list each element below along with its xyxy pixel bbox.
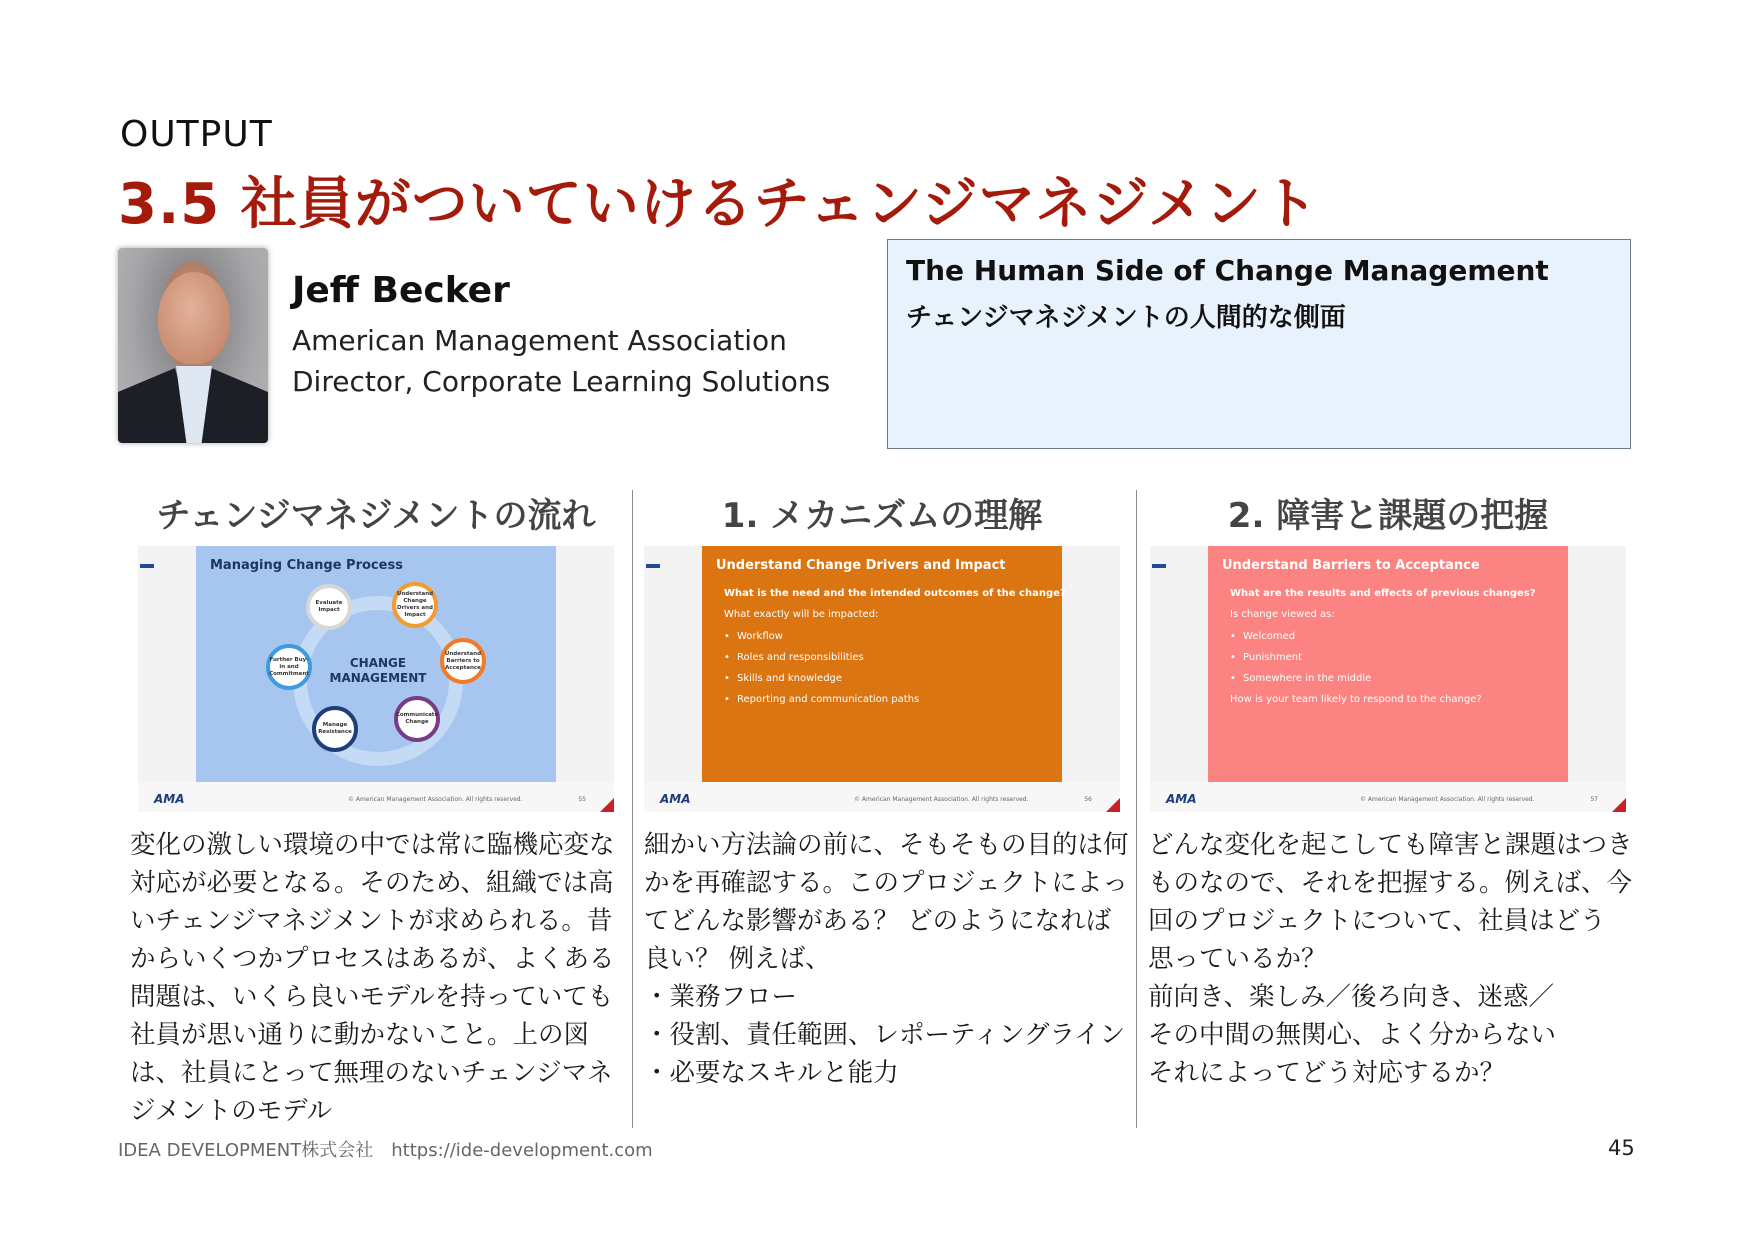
slide-footer — [138, 782, 614, 812]
slide-copyright: © American Management Association. All rights reserved. — [854, 796, 1029, 803]
slide-bullet: • Somewhere in the middle — [1230, 673, 1371, 684]
speaker-role: Director, Corporate Learning Solutions — [292, 365, 831, 398]
slide-number: 57 — [1590, 796, 1598, 803]
cycle-node: Manage Resistance — [312, 706, 358, 752]
column-body-text: 細かい方法論の前に、そもそもの目的は何 かを再確認する。このプロジェクトによっ てどんな影響がある？ どのようになれば 良い？ 例えば、 ・業務フロー ・役割、責任範囲、レポーティングライン ・必要なスキルと能力 — [644, 830, 1129, 1088]
cycle-node: Understand Barriers to Acceptance — [440, 638, 486, 684]
slide-lead: What exactly will be impacted: — [724, 609, 879, 620]
slide-bullet: • Welcomed — [1230, 631, 1295, 642]
column-body-text: どんな変化を起こしても障害と課題はつき ものなので、それを把握する。例えば、今 回のプロジェクトについて、社員はどう 思っているか？ 前向き、楽しみ／後ろ向き、迷惑／ その中間の無関心、よく分からない それによってどう対応するか？ — [1148, 830, 1633, 1088]
page-number: 45 — [1608, 1136, 1635, 1160]
column-heading-barriers: 2. 障害と課題の把握 — [1227, 496, 1549, 536]
column-divider — [1136, 490, 1137, 1128]
slide-question: What is the need and the intended outcomes of the change? — [724, 588, 1066, 599]
slide-number: 56 — [1084, 796, 1092, 803]
cycle-node: Further Buy-in and Commitment — [266, 644, 312, 690]
slide-corner-accent — [600, 798, 614, 812]
slide-lead: Is change viewed as: — [1230, 609, 1335, 620]
slide-title: Understand Barriers to Acceptance — [1222, 558, 1480, 573]
session-title-ja: チェンジマネジメントの人間的な側面 — [906, 303, 1346, 333]
ama-logo: AMA — [660, 792, 691, 806]
slide-title: Understand Change Drivers and Impact — [716, 558, 1006, 573]
slide-copyright: © American Management Association. All rights reserved. — [348, 796, 523, 803]
column-body-text: 変化の激しい環境の中では常に臨機応変な 対応が必要となる。そのため、組織では高 いチェンジマネジメントが求められる。昔 からいくつかプロセスはあるが、よくある 問題は、いくら良いモデルを持っていても 社員が思い通りに動かないこと。上の図 は、社員にとって無理のないチェンジマネ ジメントのモデル — [130, 830, 615, 1126]
slide-panel — [1208, 546, 1568, 782]
slide-bullet: • Reporting and communication paths — [724, 694, 919, 705]
slide-thumbnail-barriers — [1150, 546, 1626, 812]
column-divider — [632, 490, 633, 1128]
slide-bullet: • Workflow — [724, 631, 783, 642]
column-heading-process: チェンジマネジメントの流れ — [156, 496, 596, 536]
slide-footer — [1150, 782, 1626, 812]
slide-copyright: © American Management Association. All rights reserved. — [1360, 796, 1535, 803]
slide-bullet: • Roles and responsibilities — [724, 652, 864, 663]
slide-thumbnail-drivers — [644, 546, 1120, 812]
cycle-center-line-1: CHANGE — [349, 656, 407, 670]
slide-bullet: • Punishment — [1230, 652, 1302, 663]
slide-thumbnail-process — [138, 546, 614, 812]
cycle-node: Evaluate Impact — [306, 584, 352, 630]
slide-bullet: • Skills and knowledge — [724, 673, 842, 684]
cycle-node: Understand Change Drivers and Impact — [392, 582, 438, 628]
session-info-box — [887, 239, 1631, 449]
slide-question: What are the results and effects of previous changes? — [1230, 588, 1536, 599]
slide-title: Managing Change Process — [210, 558, 403, 573]
ama-logo: AMA — [154, 792, 185, 806]
cycle-center-line-2: MANAGEMENT — [329, 671, 427, 685]
cycle-center-label — [318, 656, 438, 686]
slide-corner-accent — [1106, 798, 1120, 812]
slide-footer — [644, 782, 1120, 812]
slide-marker — [646, 564, 660, 568]
ama-logo: AMA — [1166, 792, 1197, 806]
slide-marker — [140, 564, 154, 568]
speaker-photo — [118, 248, 268, 443]
cycle-node: Communicate Change — [394, 696, 440, 742]
slide-marker — [1152, 564, 1166, 568]
slide-number: 55 — [578, 796, 586, 803]
page-title: 3.5 社員がついていけるチェンジマネジメント — [118, 172, 1319, 237]
slide-corner-accent — [1612, 798, 1626, 812]
photo-head — [158, 272, 230, 364]
slide-panel — [196, 546, 556, 782]
section-label: OUTPUT — [120, 114, 273, 155]
footer-company: IDEA DEVELOPMENT株式会社 https://ide-development.com — [118, 1140, 653, 1161]
speaker-name: Jeff Becker — [292, 270, 510, 311]
session-title-en: The Human Side of Change Management — [906, 254, 1549, 287]
slide-closing-question: How is your team likely to respond to the change? — [1230, 694, 1482, 705]
speaker-organization: American Management Association — [292, 324, 787, 357]
column-heading-mechanism: 1. メカニズムの理解 — [721, 496, 1043, 536]
slide-panel — [702, 546, 1066, 782]
